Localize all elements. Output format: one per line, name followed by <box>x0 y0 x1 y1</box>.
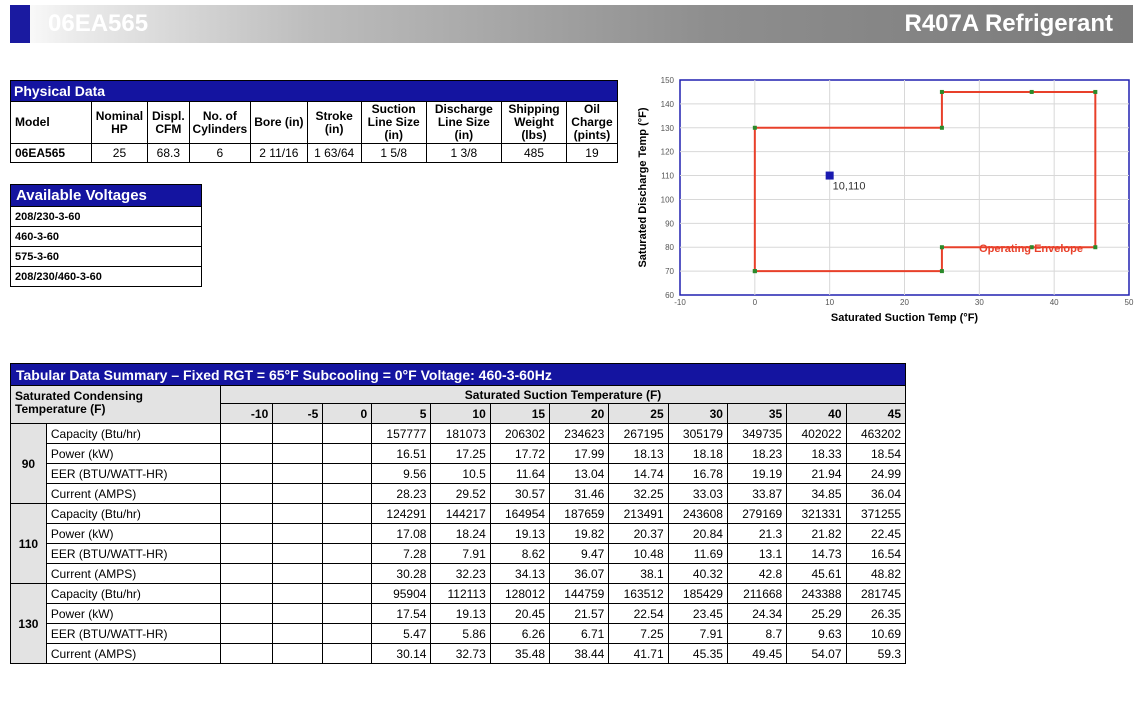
val-discharge-line: 1 3/8 <box>426 144 501 163</box>
value-cell: 33.87 <box>727 484 786 504</box>
value-cell: 42.8 <box>727 564 786 584</box>
value-cell <box>323 504 372 524</box>
envelope-vertex <box>940 90 944 94</box>
value-cell: 16.51 <box>372 444 431 464</box>
value-cell <box>273 644 323 664</box>
row-label: EER (BTU/WATT-HR) <box>46 464 220 484</box>
value-cell: 185429 <box>668 584 727 604</box>
x-tick-label: 30 <box>974 298 984 307</box>
envelope-vertex <box>1030 90 1034 94</box>
value-cell: 18.23 <box>727 444 786 464</box>
value-cell: 18.33 <box>787 444 846 464</box>
value-cell <box>323 424 372 444</box>
value-cell <box>323 484 372 504</box>
value-cell: 36.04 <box>846 484 905 504</box>
value-cell: 24.34 <box>727 604 786 624</box>
value-cell: 95904 <box>372 584 431 604</box>
value-cell: 31.46 <box>550 484 609 504</box>
col-discharge-line: Discharge Line Size (in) <box>426 102 501 144</box>
value-cell <box>323 584 372 604</box>
value-cell: 49.45 <box>727 644 786 664</box>
col-bore: Bore (in) <box>251 102 307 144</box>
envelope-vertex <box>753 126 757 130</box>
physical-data-title: Physical Data <box>11 81 618 102</box>
header-accent <box>10 5 30 43</box>
value-cell <box>221 564 273 584</box>
row-label: Capacity (Btu/hr) <box>46 424 220 444</box>
row-label: Current (AMPS) <box>46 484 220 504</box>
value-cell: 463202 <box>846 424 905 444</box>
value-cell: 164954 <box>490 504 549 524</box>
val-model: 06EA565 <box>11 144 92 163</box>
value-cell: 22.54 <box>609 604 668 624</box>
y-tick-label: 60 <box>665 291 674 300</box>
voltages-table <box>10 184 202 287</box>
value-cell: 9.63 <box>787 624 846 644</box>
value-cell <box>221 624 273 644</box>
voltages-title: Available Voltages <box>11 185 202 207</box>
suction-temp-header: 0 <box>323 404 372 424</box>
col-displ-cfm: Displ. CFM <box>148 102 189 144</box>
value-cell: 22.45 <box>846 524 905 544</box>
table-row <box>11 524 906 544</box>
value-cell: 144217 <box>431 504 490 524</box>
value-cell <box>221 584 273 604</box>
table-row <box>11 504 906 524</box>
value-cell <box>273 564 323 584</box>
y-tick-label: 130 <box>660 123 674 133</box>
suction-temp-header: 20 <box>550 404 609 424</box>
y-tick-label: 70 <box>665 267 674 277</box>
value-cell: 24.99 <box>846 464 905 484</box>
envelope-series-label: Operating Envelope <box>979 242 1083 255</box>
voltage-item: 208/230/460-3-60 <box>11 267 202 287</box>
value-cell: 32.23 <box>431 564 490 584</box>
value-cell: 32.25 <box>609 484 668 504</box>
value-cell: 305179 <box>668 424 727 444</box>
value-cell: 30.28 <box>372 564 431 584</box>
value-cell: 33.03 <box>668 484 727 504</box>
suction-temp-header: -10 <box>221 404 273 424</box>
value-cell: 54.07 <box>787 644 846 664</box>
value-cell: 10.48 <box>609 544 668 564</box>
value-cell: 13.04 <box>550 464 609 484</box>
value-cell: 112113 <box>431 584 490 604</box>
val-stroke: 1 63/64 <box>307 144 361 163</box>
value-cell: 13.1 <box>727 544 786 564</box>
value-cell: 7.91 <box>668 624 727 644</box>
value-cell: 25.29 <box>787 604 846 624</box>
tabular-data-table <box>10 363 906 664</box>
value-cell <box>221 544 273 564</box>
val-oil-charge: 19 <box>566 144 617 163</box>
col-model: Model <box>11 102 92 144</box>
value-cell: 181073 <box>431 424 490 444</box>
row-label: Capacity (Btu/hr) <box>46 584 220 604</box>
val-suction-line: 1 5/8 <box>361 144 426 163</box>
value-cell: 16.78 <box>668 464 727 484</box>
value-cell <box>221 604 273 624</box>
value-cell <box>323 444 372 464</box>
value-cell: 19.19 <box>727 464 786 484</box>
value-cell: 163512 <box>609 584 668 604</box>
table-row <box>11 424 906 444</box>
physical-value-row <box>11 144 618 163</box>
value-cell <box>323 644 372 664</box>
row-label: Power (kW) <box>46 444 220 464</box>
x-tick-label: 40 <box>1049 298 1059 307</box>
value-cell: 128012 <box>490 584 549 604</box>
x-tick-label: -10 <box>674 298 686 307</box>
value-cell: 40.32 <box>668 564 727 584</box>
val-shipping-weight: 485 <box>502 144 567 163</box>
value-cell <box>273 524 323 544</box>
value-cell: 349735 <box>727 424 786 444</box>
value-cell: 20.84 <box>668 524 727 544</box>
value-cell: 17.08 <box>372 524 431 544</box>
value-cell <box>273 604 323 624</box>
value-cell: 5.47 <box>372 624 431 644</box>
value-cell: 19.13 <box>431 604 490 624</box>
value-cell: 21.57 <box>550 604 609 624</box>
header-bar <box>10 5 1133 43</box>
envelope-vertex <box>1093 90 1097 94</box>
value-cell: 6.71 <box>550 624 609 644</box>
table-row <box>11 584 906 604</box>
col-stroke: Stroke (in) <box>307 102 361 144</box>
value-cell: 45.61 <box>787 564 846 584</box>
operating-envelope-chart <box>632 72 1140 328</box>
col-cylinders: No. of Cylinders <box>189 102 251 144</box>
col-shipping-weight: Shipping Weight (lbs) <box>502 102 567 144</box>
value-cell: 281745 <box>846 584 905 604</box>
table-row <box>11 464 906 484</box>
header-model: 06EA565 <box>48 10 149 37</box>
value-cell <box>323 464 372 484</box>
value-cell: 23.45 <box>668 604 727 624</box>
physical-header-row <box>11 102 618 144</box>
condensing-temp-cell: 90 <box>11 424 47 504</box>
value-cell <box>221 644 273 664</box>
value-cell <box>221 484 273 504</box>
suction-temp-label: Saturated Suction Temperature (F) <box>221 386 906 404</box>
x-tick-label: 0 <box>752 298 758 307</box>
value-cell: 17.54 <box>372 604 431 624</box>
suction-temp-header: 35 <box>727 404 786 424</box>
value-cell <box>221 464 273 484</box>
row-label: Current (AMPS) <box>46 564 220 584</box>
y-tick-label: 110 <box>661 171 674 181</box>
value-cell <box>221 424 273 444</box>
value-cell: 267195 <box>609 424 668 444</box>
value-cell: 234623 <box>550 424 609 444</box>
value-cell <box>273 444 323 464</box>
physical-data-table <box>10 80 618 163</box>
col-nominal-hp: Nominal HP <box>91 102 147 144</box>
val-nominal-hp: 25 <box>91 144 147 163</box>
envelope-vertex <box>1093 245 1097 249</box>
y-tick-label: 100 <box>660 195 674 205</box>
value-cell: 371255 <box>846 504 905 524</box>
value-cell: 21.94 <box>787 464 846 484</box>
value-cell: 6.26 <box>490 624 549 644</box>
value-cell: 402022 <box>787 424 846 444</box>
condensing-temp-cell: 110 <box>11 504 47 584</box>
table-row <box>11 604 906 624</box>
value-cell: 28.23 <box>372 484 431 504</box>
value-cell: 279169 <box>727 504 786 524</box>
value-cell: 48.82 <box>846 564 905 584</box>
val-cylinders: 6 <box>189 144 251 163</box>
value-cell <box>221 524 273 544</box>
value-cell: 10.69 <box>846 624 905 644</box>
value-cell: 321331 <box>787 504 846 524</box>
value-cell: 36.07 <box>550 564 609 584</box>
table-row <box>11 544 906 564</box>
row-label: Power (kW) <box>46 604 220 624</box>
value-cell: 29.52 <box>431 484 490 504</box>
operating-point-label: 10,110 <box>832 180 866 193</box>
value-cell: 18.18 <box>668 444 727 464</box>
envelope-vertex <box>940 269 944 273</box>
value-cell: 18.54 <box>846 444 905 464</box>
value-cell <box>221 444 273 464</box>
value-cell: 45.35 <box>668 644 727 664</box>
value-cell: 211668 <box>727 584 786 604</box>
value-cell: 11.69 <box>668 544 727 564</box>
y-tick-label: 90 <box>665 219 674 229</box>
suction-temp-header: -5 <box>273 404 323 424</box>
envelope-vertex <box>940 126 944 130</box>
value-cell: 19.82 <box>550 524 609 544</box>
value-cell <box>273 544 323 564</box>
value-cell: 17.99 <box>550 444 609 464</box>
condensing-temp-cell: 130 <box>11 584 47 664</box>
condensing-temp-label: Saturated Condensing Temperature (F) <box>11 386 221 424</box>
value-cell <box>323 564 372 584</box>
suction-temp-header: 5 <box>372 404 431 424</box>
value-cell: 16.54 <box>846 544 905 564</box>
row-label: Current (AMPS) <box>46 644 220 664</box>
value-cell: 41.71 <box>609 644 668 664</box>
suction-temp-header: 45 <box>846 404 905 424</box>
x-tick-label: 50 <box>1124 298 1134 307</box>
suction-temp-header: 25 <box>609 404 668 424</box>
envelope-vertex <box>940 245 944 249</box>
y-tick-label: 140 <box>660 99 674 109</box>
value-cell <box>323 604 372 624</box>
value-cell: 34.13 <box>490 564 549 584</box>
y-tick-label: 150 <box>660 76 674 85</box>
value-cell: 18.24 <box>431 524 490 544</box>
envelope-vertex <box>753 269 757 273</box>
value-cell: 5.86 <box>431 624 490 644</box>
voltage-item: 208/230-3-60 <box>11 207 202 227</box>
tabular-title: Tabular Data Summary – Fixed RGT = 65°F Subcooling = 0°F Voltage: 460-3-60Hz <box>11 364 906 386</box>
value-cell: 30.57 <box>490 484 549 504</box>
value-cell: 9.47 <box>550 544 609 564</box>
voltage-item: 460-3-60 <box>11 227 202 247</box>
table-row <box>11 444 906 464</box>
value-cell: 187659 <box>550 504 609 524</box>
col-oil-charge: Oil Charge (pints) <box>566 102 617 144</box>
value-cell: 30.14 <box>372 644 431 664</box>
value-cell: 26.35 <box>846 604 905 624</box>
value-cell <box>273 484 323 504</box>
value-cell: 8.62 <box>490 544 549 564</box>
value-cell: 206302 <box>490 424 549 444</box>
value-cell: 157777 <box>372 424 431 444</box>
table-row <box>11 624 906 644</box>
value-cell: 7.25 <box>609 624 668 644</box>
value-cell <box>273 424 323 444</box>
x-tick-label: 10 <box>825 298 835 307</box>
row-label: Power (kW) <box>46 524 220 544</box>
value-cell: 7.91 <box>431 544 490 564</box>
value-cell <box>221 504 273 524</box>
val-bore: 2 11/16 <box>251 144 307 163</box>
x-axis-label: Saturated Suction Temp (°F) <box>830 312 979 324</box>
value-cell: 21.82 <box>787 524 846 544</box>
value-cell: 21.3 <box>727 524 786 544</box>
table-row <box>11 644 906 664</box>
value-cell <box>273 464 323 484</box>
row-label: Capacity (Btu/hr) <box>46 504 220 524</box>
row-label: EER (BTU/WATT-HR) <box>46 544 220 564</box>
value-cell: 11.64 <box>490 464 549 484</box>
value-cell: 124291 <box>372 504 431 524</box>
table-row <box>11 564 906 584</box>
value-cell: 38.44 <box>550 644 609 664</box>
value-cell: 20.45 <box>490 604 549 624</box>
y-tick-label: 80 <box>665 243 674 253</box>
row-label: EER (BTU/WATT-HR) <box>46 624 220 644</box>
suction-temp-header: 10 <box>431 404 490 424</box>
col-suction-line: Suction Line Size (in) <box>361 102 426 144</box>
value-cell: 38.1 <box>609 564 668 584</box>
value-cell: 8.7 <box>727 624 786 644</box>
value-cell <box>323 624 372 644</box>
value-cell <box>273 584 323 604</box>
suction-temp-header: 30 <box>668 404 727 424</box>
value-cell <box>323 544 372 564</box>
value-cell: 243608 <box>668 504 727 524</box>
suction-temp-header: 15 <box>490 404 549 424</box>
value-cell: 144759 <box>550 584 609 604</box>
val-displ-cfm: 68.3 <box>148 144 189 163</box>
value-cell: 34.85 <box>787 484 846 504</box>
y-tick-label: 120 <box>660 147 674 157</box>
value-cell: 18.13 <box>609 444 668 464</box>
value-cell: 243388 <box>787 584 846 604</box>
value-cell: 17.25 <box>431 444 490 464</box>
value-cell: 213491 <box>609 504 668 524</box>
value-cell <box>273 504 323 524</box>
value-cell: 32.73 <box>431 644 490 664</box>
value-cell: 59.3 <box>846 644 905 664</box>
value-cell <box>323 524 372 544</box>
value-cell: 9.56 <box>372 464 431 484</box>
voltage-item: 575-3-60 <box>11 247 202 267</box>
value-cell: 10.5 <box>431 464 490 484</box>
y-axis-label: Saturated Discharge Temp (°F) <box>637 107 649 268</box>
value-cell: 17.72 <box>490 444 549 464</box>
suction-temp-header: 40 <box>787 404 846 424</box>
value-cell: 20.37 <box>609 524 668 544</box>
table-row <box>11 484 906 504</box>
value-cell: 7.28 <box>372 544 431 564</box>
value-cell: 19.13 <box>490 524 549 544</box>
value-cell: 14.74 <box>609 464 668 484</box>
value-cell: 14.73 <box>787 544 846 564</box>
x-tick-label: 20 <box>900 298 909 307</box>
value-cell: 35.48 <box>490 644 549 664</box>
value-cell <box>273 624 323 644</box>
header-refrigerant: R407A Refrigerant <box>904 10 1113 37</box>
operating-point-marker <box>826 172 834 180</box>
